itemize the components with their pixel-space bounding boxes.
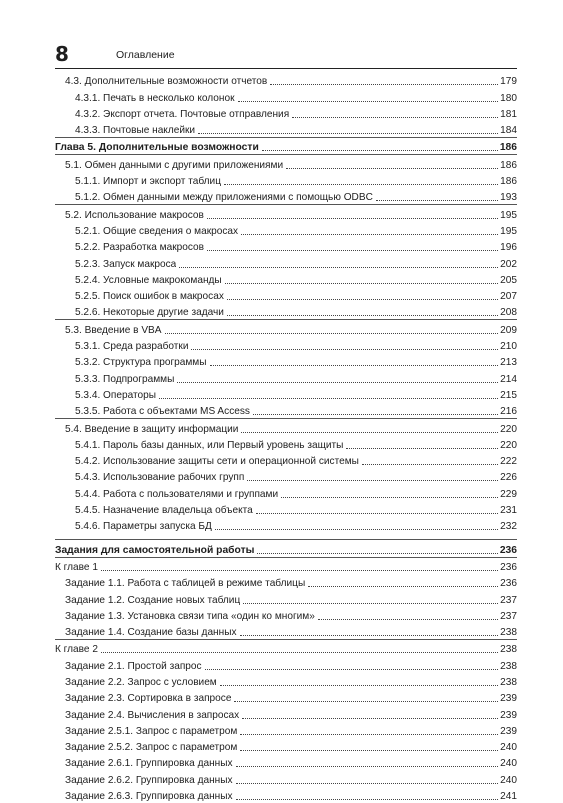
toc-entry (55, 517, 517, 533)
toc-entry (55, 787, 517, 803)
dot-leader (238, 101, 499, 102)
toc-entry (55, 72, 517, 88)
toc-entry-page: 231 (500, 505, 517, 517)
toc-entry (55, 607, 517, 623)
dot-leader (308, 586, 498, 587)
dot-leader (207, 218, 498, 219)
toc-entry-title: К главе 2 (55, 644, 98, 656)
toc-entry (55, 770, 517, 786)
dot-leader (247, 480, 498, 481)
toc-entry-title: Задание 2.4. Вычисления в запросах (65, 709, 240, 721)
toc-entry-page: 222 (500, 456, 517, 468)
toc-entry-title: 4.3.1. Печать в несколько колонок (75, 92, 235, 104)
toc-entry (55, 484, 517, 500)
dot-leader (234, 701, 498, 702)
toc-entry-page: 195 (500, 225, 517, 237)
toc-entry-page: 195 (500, 209, 517, 221)
dot-leader (179, 267, 498, 268)
toc-entry-title: 5.4.3. Использование рабочих групп (75, 472, 245, 484)
toc-entry (55, 154, 517, 171)
dot-leader (236, 766, 499, 767)
toc-entry-page: 186 (500, 176, 517, 188)
toc-entry-page: 232 (500, 521, 517, 533)
toc-entry-page: 207 (500, 291, 517, 303)
dot-leader (215, 529, 498, 530)
toc-entry-page: 236 (500, 561, 517, 573)
toc-entry (55, 319, 517, 336)
toc-entry-title: 5.3. Введение в VBA (65, 324, 162, 336)
toc-entry-title: 4.3. Дополнительные возможности отчетов (65, 76, 268, 88)
toc-entry-page: 229 (500, 488, 517, 500)
toc-entry (55, 254, 517, 270)
dot-leader (220, 685, 498, 686)
toc-entry-title: 4.3.2. Экспорт отчета. Почтовые отправления (75, 108, 290, 120)
toc-entry-page: 240 (500, 774, 517, 786)
toc-entry (55, 105, 517, 121)
toc-entry-title: 5.4.5. Назначение владельца объекта (75, 505, 253, 517)
toc-entry (55, 705, 517, 721)
toc-entry (55, 557, 517, 574)
dot-leader (346, 448, 498, 449)
toc-entry-page: 220 (500, 423, 517, 435)
toc-entry (55, 271, 517, 287)
toc-entry (55, 468, 517, 484)
table-of-contents (55, 72, 517, 803)
toc-entry (55, 137, 517, 154)
toc-entry (55, 188, 517, 204)
toc-entry-title: 4.3.3. Почтовые наклейки (75, 125, 196, 137)
toc-entry (55, 204, 517, 221)
dot-leader (242, 718, 498, 719)
toc-entry-page: 239 (500, 709, 517, 721)
toc-entry-title: 5.3.3. Подпрограммы (75, 373, 175, 385)
toc-entry-page: 180 (500, 92, 517, 104)
toc-entry-title: Задания для самостоятельной работы (55, 544, 255, 556)
toc-entry (55, 623, 517, 639)
toc-entry-page: 240 (500, 758, 517, 770)
dot-leader (207, 250, 498, 251)
toc-entry-page: 186 (499, 142, 517, 154)
toc-entry-title: 5.3.5. Работа с объектами MS Access (75, 406, 250, 418)
toc-entry (55, 287, 517, 303)
toc-entry-page: 208 (500, 307, 517, 319)
toc-entry-page: 209 (500, 324, 517, 336)
toc-entry-page: 239 (500, 725, 517, 737)
dot-leader (224, 184, 498, 185)
toc-entry-title: 5.2.2. Разработка макросов (75, 242, 204, 254)
toc-entry-title: 5.4.6. Параметры запуска БД (75, 521, 212, 533)
toc-entry-page: 179 (500, 76, 517, 88)
toc-entry-page: 181 (500, 108, 517, 120)
dot-leader (376, 200, 498, 201)
toc-entry-page: 196 (500, 242, 517, 254)
dot-leader (292, 117, 498, 118)
dot-leader (256, 513, 498, 514)
toc-entry (55, 418, 517, 435)
toc-entry (55, 738, 517, 754)
dot-leader (227, 299, 498, 300)
dot-leader (191, 349, 498, 350)
dot-leader (236, 783, 499, 784)
toc-entry-title: 5.3.4. Операторы (75, 389, 156, 401)
toc-entry-page: 240 (500, 742, 517, 754)
toc-entry (55, 238, 517, 254)
toc-entry-page: 236 (499, 544, 517, 556)
toc-entry (55, 222, 517, 238)
toc-entry-title: Задание 1.2. Создание новых таблиц (65, 594, 241, 606)
toc-entry-title: 5.1.1. Импорт и экспорт таблиц (75, 176, 221, 188)
dot-leader (362, 464, 498, 465)
toc-entry (55, 501, 517, 517)
dot-leader (225, 283, 498, 284)
toc-entry (55, 369, 517, 385)
toc-entry-title: 5.2.1. Общие сведения о макросах (75, 225, 239, 237)
toc-entry (55, 402, 517, 418)
dot-leader (281, 497, 498, 498)
dot-leader (286, 168, 498, 169)
toc-entry (55, 172, 517, 188)
dot-leader (240, 635, 499, 636)
toc-entry-page: 238 (500, 660, 517, 672)
toc-entry-title: Глава 5. Дополнительные возможности (55, 142, 259, 154)
toc-entry-page: 214 (500, 373, 517, 385)
toc-entry (55, 754, 517, 770)
toc-entry-page: 236 (500, 578, 517, 590)
toc-entry (55, 673, 517, 689)
dot-leader (240, 734, 498, 735)
toc-entry-page: 238 (500, 644, 517, 656)
toc-entry-page: 210 (500, 341, 517, 353)
toc-entry-title: 5.4. Введение в защиту информации (65, 423, 239, 435)
toc-entry-page: 213 (500, 357, 517, 369)
toc-entry (55, 722, 517, 738)
toc-entry-title: 5.3.1. Среда разработки (75, 341, 189, 353)
running-title: Оглавление (116, 49, 175, 61)
toc-entry-page: 239 (500, 693, 517, 705)
toc-entry-title: 5.4.2. Использование защиты сети и операционной системы (75, 456, 359, 468)
dot-leader (253, 414, 498, 415)
toc-entry-title: Задание 2.1. Простой запрос (65, 660, 202, 672)
dot-leader (205, 669, 499, 670)
toc-entry-page: 205 (500, 274, 517, 286)
dot-leader (241, 234, 498, 235)
toc-entry-title: Задание 1.1. Работа с таблицей в режиме таблицы (65, 578, 306, 590)
dot-leader (177, 382, 498, 383)
toc-entry-title: 5.4.4. Работа с пользователями и группами (75, 488, 279, 500)
toc-entry-page: 241 (500, 791, 517, 803)
toc-entry-page: 237 (500, 594, 517, 606)
dot-leader (240, 750, 498, 751)
toc-entry-title: 5.4.1. Пароль базы данных, или Первый уровень защиты (75, 439, 344, 451)
toc-entry-title: Задание 2.2. Запрос с условием (65, 676, 217, 688)
dot-leader (101, 570, 498, 571)
toc-entry (55, 639, 517, 656)
dot-leader (318, 619, 498, 620)
toc-entry-title: Задание 1.3. Установка связи типа «один ко многим» (65, 610, 315, 622)
dot-leader (198, 133, 498, 134)
toc-entry-title: Задание 2.6.3. Группировка данных (65, 791, 233, 803)
toc-entry-title: 5.2.5. Поиск ошибок в макросах (75, 291, 224, 303)
toc-entry-title: 5.1. Обмен данными с другими приложениями (65, 159, 284, 171)
dot-leader (241, 432, 498, 433)
toc-entry-page: 193 (500, 192, 517, 204)
toc-entry-title: 5.2.4. Условные макрокоманды (75, 274, 222, 286)
toc-entry-title: Задание 2.3. Сортировка в запросе (65, 693, 232, 705)
dot-leader (262, 150, 498, 151)
toc-entry-title: Задание 2.5.1. Запрос с параметром (65, 725, 238, 737)
toc-entry-page: 184 (500, 125, 517, 137)
dot-leader (243, 603, 498, 604)
toc-entry-page: 238 (500, 627, 517, 639)
toc-entry-page: 237 (500, 610, 517, 622)
toc-entry (55, 574, 517, 590)
toc-entry (55, 121, 517, 137)
toc-entry-page: 238 (500, 676, 517, 688)
toc-entry-title: 5.2. Использование макросов (65, 209, 204, 221)
page-number: 8 (55, 42, 69, 66)
toc-entry-title: 5.2.6. Некоторые другие задачи (75, 307, 224, 319)
dot-leader (210, 365, 499, 366)
toc-entry-title: Задание 2.5.2. Запрос с параметром (65, 742, 238, 754)
toc-entry-title: 5.3.2. Структура программы (75, 357, 207, 369)
toc-entry-page: 226 (500, 472, 517, 484)
toc-entry-page: 202 (500, 258, 517, 270)
dot-leader (159, 398, 498, 399)
toc-entry (55, 539, 517, 556)
toc-entry (55, 353, 517, 369)
header-rule (55, 68, 517, 69)
toc-entry (55, 88, 517, 104)
toc-entry-page: 186 (500, 159, 517, 171)
toc-entry (55, 452, 517, 468)
dot-leader (165, 333, 499, 334)
toc-entry-title: К главе 1 (55, 561, 98, 573)
toc-entry-page: 220 (500, 439, 517, 451)
toc-entry (55, 689, 517, 705)
page-header (55, 43, 517, 65)
toc-entry (55, 590, 517, 606)
toc-entry-title: 5.2.3. Запуск макроса (75, 258, 177, 270)
toc-entry (55, 436, 517, 452)
toc-entry-page: 216 (500, 406, 517, 418)
toc-entry-title: 5.1.2. Обмен данными между приложениями с помощью ODBC (75, 192, 373, 204)
toc-entry (55, 337, 517, 353)
toc-entry-page: 215 (500, 389, 517, 401)
toc-entry-title: Задание 2.6.2. Группировка данных (65, 774, 233, 786)
toc-entry-title: Задание 2.6.1. Группировка данных (65, 758, 233, 770)
dot-leader (270, 84, 498, 85)
toc-entry (55, 386, 517, 402)
toc-entry (55, 656, 517, 672)
toc-entry-title: Задание 1.4. Создание базы данных (65, 627, 237, 639)
dot-leader (227, 315, 498, 316)
dot-leader (101, 652, 498, 653)
dot-leader (257, 553, 497, 554)
toc-entry (55, 303, 517, 319)
